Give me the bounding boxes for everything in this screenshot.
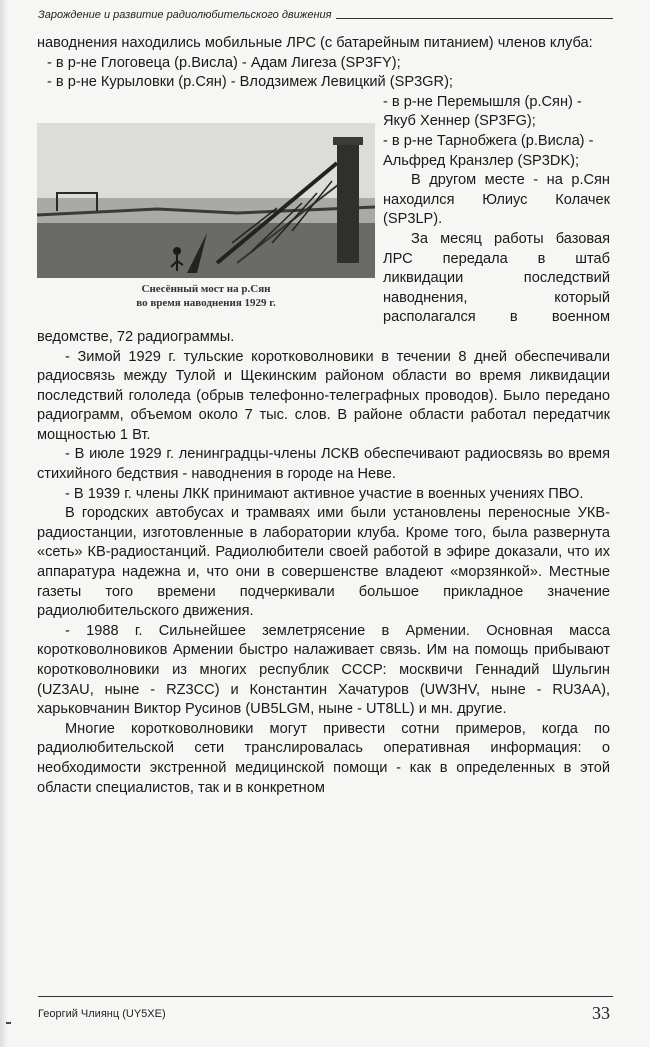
paragraph-kolachek: В другом месте - на р.Сян находился Юлиус Колачек (SP3LP). bbox=[383, 172, 610, 228]
page-number: 33 bbox=[592, 1003, 610, 1023]
list-item-peremyshl: - в р-не Перемышля (р.Сян) - Якуб Хеннер (SP3FG); bbox=[383, 93, 582, 130]
paragraph-tula: - Зимой 1929 г. тульские коротковолновики в течении 8 дней обеспечивали радиосвязь между Тулой и Щекинским районом области во время ликвидации последствий гололеда (обрыв телефонно-телеграфных проводов). Было передано радиограмм, объемом около 7 тыс. слов. В районе области работал передатчик мощностью 1 Вт. bbox=[37, 348, 610, 443]
list-item-glogovets: - в р-не Глоговеца (р.Висла) - Адам Лигеза (SP3FY); bbox=[47, 54, 401, 71]
paragraph-city-transport: В городских автобусах и трамваях ими были установлены переносные УКВ-радиостанции, изготовленные в лаборатории клуба. Кроме того, была развернута «сеть» КВ-радиостанций. Радиолюбители своей работой в эфире доказали, что их аппаратура надежна и, что они в совершенстве владеют «морзянкой». Местные газеты того времени подчеркивали большое прикладное значение радиолюбительского движения. bbox=[37, 505, 610, 620]
figure-caption bbox=[37, 282, 375, 310]
footer-rule bbox=[38, 996, 613, 997]
list-item-tarnobzheg: - в р-не Тарнобжега (р.Висла) - Альфред Кранзлер (SP3DK); bbox=[383, 132, 594, 169]
footer-author: Георгий Члиянц (UY5XE) bbox=[38, 1008, 166, 1020]
paragraph-intro: наводнения находились мобильные ЛРС (с батарейным питанием) членов клуба: bbox=[37, 35, 593, 51]
header-title: Зарождение и развитие радиолюбительского движения bbox=[38, 9, 332, 21]
caption-line-1: Снесённый мост на р.Сян bbox=[141, 282, 271, 295]
figure bbox=[37, 93, 375, 318]
list-item-kurylovka: - в р-не Курыловки (р.Сян) - Влодзимеж Левицкий (SP3GR); bbox=[47, 74, 453, 91]
paragraph-leningrad: - В июле 1929 г. ленинградцы-члены ЛСКВ обеспечивают радиосвязь во время стихийного бедствия - наводнения в городе на Неве. bbox=[37, 446, 610, 483]
bridge-photo bbox=[37, 123, 375, 278]
collapsed-bridge-illustration bbox=[37, 123, 375, 278]
header-rule bbox=[336, 18, 613, 19]
scan-mark bbox=[6, 1022, 11, 1024]
paragraph-lkk: - В 1939 г. члены ЛКК принимают активное участие в военных учениях ПВО. bbox=[65, 485, 584, 502]
paragraph-examples: Многие коротковолновики могут привести сотни примеров, когда по радиолюбительской сети транслировалась оперативная информация: о необходимости экстренной медицинской помощи - как в определенных в этой области специалистов, так и в конкретном bbox=[37, 720, 610, 796]
paragraph-armenia: - 1988 г. Сильнейшее землетрясение в Армении. Основная масса коротковолновиков Армении быстро налаживает связь. Им на помощь прибывают коротковолновики из многих республик СССР: москвичи Геннадий Шульгин (UZ3AU, ныне - RZ3CC) и Константин Хачатуров (UW3HV, ныне - RU3AA), харьковчанин Виктор Русинов (UB5LGM, ныне - UT8LL) и мн. другие. bbox=[37, 622, 610, 718]
page-edge-shadow bbox=[0, 0, 8, 1047]
caption-line-2: во время наводнения 1929 г. bbox=[136, 296, 276, 309]
running-header bbox=[38, 9, 613, 21]
paragraph-base-station: За месяц работы базовая ЛРС передала в штаб ликвидации последствий наводнения, который располагался в военном ведомстве, 72 радиограммы. bbox=[37, 230, 610, 345]
article-body bbox=[37, 34, 610, 798]
